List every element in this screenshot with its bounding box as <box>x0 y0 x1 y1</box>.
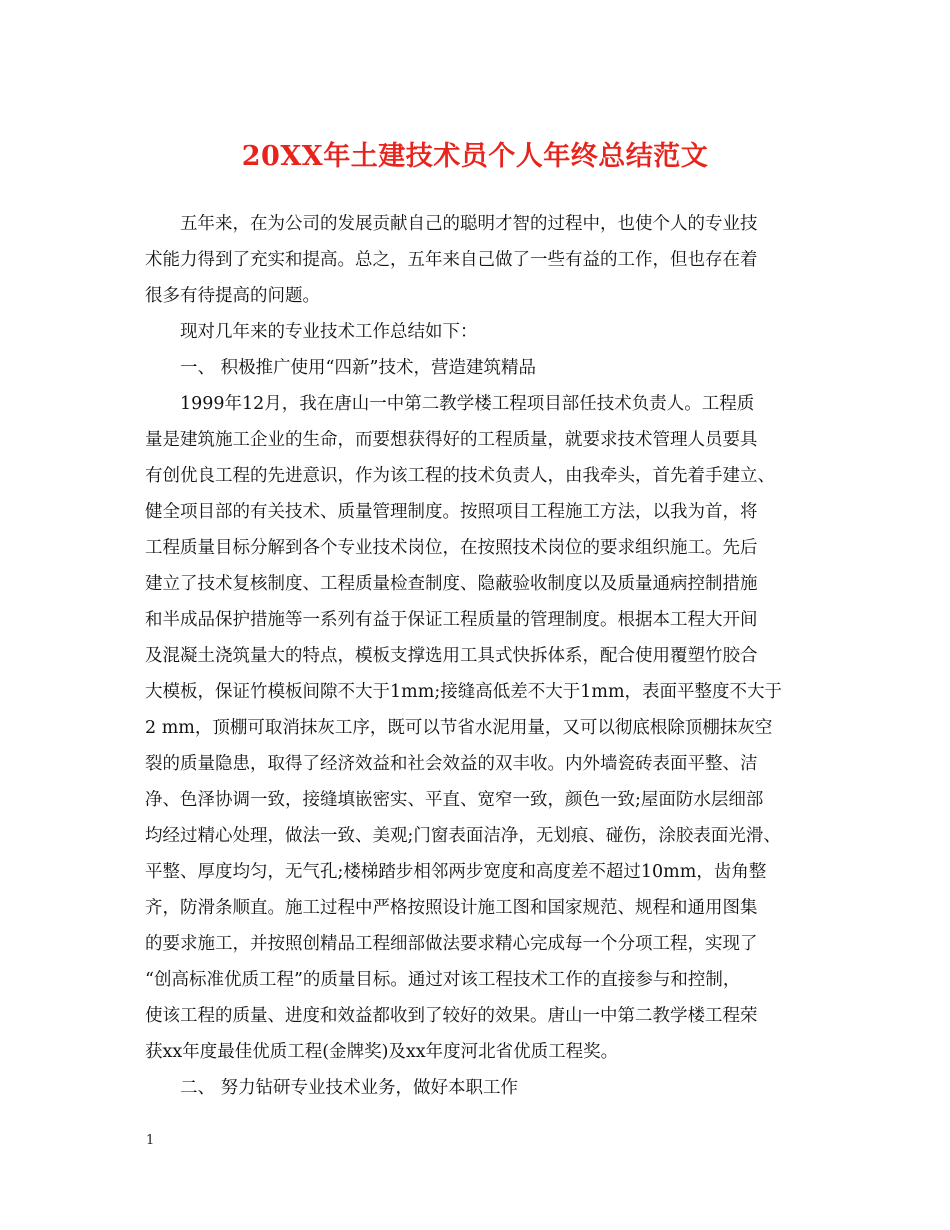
text-line: 健全项目部的有关技术、质量管理制度。按照项目工程施工方法，以我为首，将 <box>145 502 758 522</box>
text-line: 使该工程的质量、进度和效益都收到了较好的效果。唐山一中第二教学楼工程荣 <box>145 1006 758 1026</box>
text-line: “创高标准优质工程”的质量目标。通过对该工程技术工作的直接参与和控制， <box>145 970 741 990</box>
text-line: 齐，防滑条顺直。施工过程中严格按照设计施工图和国家规范、规程和通用图集 <box>145 898 758 918</box>
text-line: 的要求施工，并按照创精品工程细部做法要求精心完成每一个分项工程，实现了 <box>145 934 758 954</box>
text-line: 五年来，在为公司的发展贡献自己的聪明才智的过程中，也使个人的专业技 <box>180 214 758 234</box>
document-body <box>145 206 825 1106</box>
text-line: 有创优良工程的先进意识，作为该工程的技术负责人，由我牵头，首先着手建立、 <box>145 466 775 486</box>
text-line: 术能力得到了充实和提高。总之，五年来自己做了一些有益的工作，但也存在着 <box>145 250 758 270</box>
text-line: 工程质量目标分解到各个专业技术岗位，在按照技术岗位的要求组织施工。先后 <box>145 538 758 558</box>
text-line: 获xx年度最佳优质工程(金牌奖)及xx年度河北省优质工程奖。 <box>145 1042 619 1062</box>
text-line: 量是建筑施工企业的生命，而要想获得好的工程质量，就要求技术管理人员要具 <box>145 430 758 450</box>
text-line: 和半成品保护措施等一系列有益于保证工程质量的管理制度。根据本工程大开间 <box>145 610 758 630</box>
text-line: 及混凝土浇筑量大的特点，模板支撑选用工具式快拆体系，配合使用覆塑竹胶合 <box>145 646 758 666</box>
page-number: 1 <box>146 1133 155 1148</box>
text-line: 1999年12月，我在唐山一中第二教学楼工程项目部任技术负责人。工程质 <box>180 394 755 414</box>
text-line: 现对几年来的专业技术工作总结如下： <box>180 322 478 342</box>
text-line: 很多有待提高的问题。 <box>145 286 320 306</box>
document-title: 20XX年土建技术员个人年终总结范文 <box>241 141 709 172</box>
text-line: 2 mm，顶棚可取消抹灰工序，既可以节省水泥用量，又可以彻底根除顶棚抹灰空 <box>145 718 773 738</box>
text-line: 建立了技术复核制度、工程质量检查制度、隐蔽验收制度以及质量通病控制措施 <box>145 574 758 594</box>
text-line: 净、色泽协调一致，接缝填嵌密实、平直、宽窄一致，颜色一致;屋面防水层细部 <box>145 790 764 810</box>
text-line: 平整、厚度均匀，无气孔;楼梯踏步相邻两步宽度和高度差不超过10mm，齿角整 <box>145 862 767 882</box>
text-line: 二、 努力钻研专业技术业务，做好本职工作 <box>180 1078 519 1098</box>
text-line: 大模板，保证竹模板间隙不大于1mm;接缝高低差不大于1mm，表面平整度不大于 <box>145 682 783 702</box>
text-line: 裂的质量隐患，取得了经济效益和社会效益的双丰收。内外墙瓷砖表面平整、洁 <box>145 754 758 774</box>
text-line: 均经过精心处理，做法一致、美观;门窗表面洁净，无划痕、碰伤，涂胶表面光滑、 <box>145 826 781 846</box>
text-line: 一、 积极推广使用“四新”技术，营造建筑精品 <box>180 358 536 378</box>
